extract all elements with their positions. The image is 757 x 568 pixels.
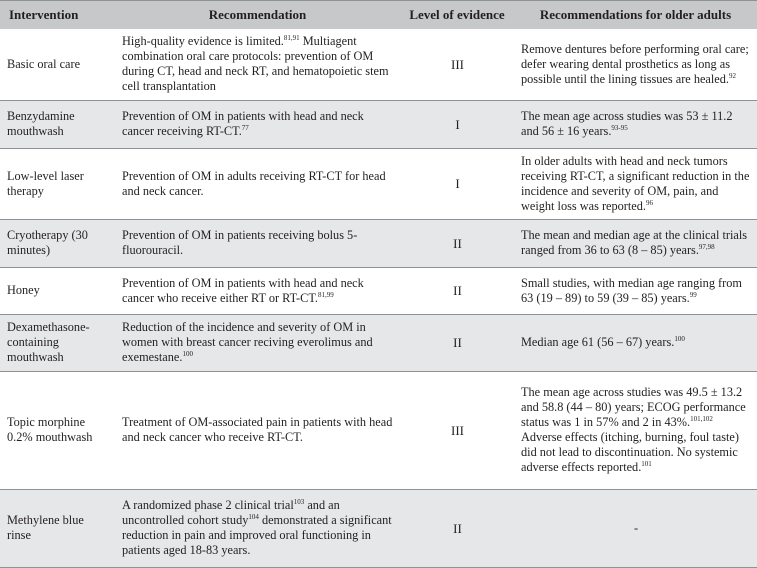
intervention-cell: Low-level laser therapy — [0, 149, 115, 220]
table-row — [0, 149, 757, 220]
citation: 100 — [182, 350, 193, 358]
citation: 81,99 — [318, 290, 334, 299]
older-adults-cell: The mean and median age at the clinical trials ranged from 36 to 63 (8 – 85) years.$^{97,98}$ — [514, 220, 757, 268]
citation: 101 — [641, 460, 652, 468]
citation: 96 — [646, 198, 653, 207]
intervention-cell: Benzydamine mouthwash — [0, 101, 115, 149]
intervention-cell: Cryotherapy (30 minutes) — [0, 220, 115, 268]
citation: 104 — [248, 513, 259, 521]
level-cell: II — [400, 268, 514, 315]
table-row — [0, 315, 757, 372]
table-row — [0, 220, 757, 268]
recommendation-cell: Reduction of the incidence and severity of OM in women with breast cancer reciving everolimus and exemestane.$^{100}$ — [115, 315, 400, 372]
citation: 97,98 — [698, 243, 715, 251]
intervention-cell: Methylene blue rinse — [0, 490, 115, 568]
older-adults-cell: In older adults with head and neck tumors receiving RT-CT, a significant reduction in the incidence and severity of OM, pain, and weight loss was reported.$^{96}$ — [514, 149, 757, 220]
citation: 100 — [674, 335, 685, 343]
header-level-of-evidence: Level of evidence — [400, 1, 514, 30]
header-intervention: Intervention — [0, 1, 115, 30]
level-cell: II — [400, 490, 514, 568]
table-row — [0, 29, 757, 101]
level-cell: I — [400, 149, 514, 220]
older-adults-cell: The mean age across studies was 53 ± 11.2 and 56 ± 16 years.$^{93-95}$ — [514, 101, 757, 149]
citation: 77 — [241, 124, 249, 132]
header-older-adults: Recommendations for older adults — [514, 1, 757, 30]
recommendation-cell: Prevention of OM in patients with head and neck cancer who receive either RT or RT-CT.$^{81,99}$ — [115, 268, 400, 315]
intervention-cell: Topic morphine 0.2% mouthwash — [0, 372, 115, 490]
citation: 103 — [293, 498, 305, 506]
level-cell: I — [400, 101, 514, 149]
recommendation-cell: Treatment of OM-associated pain in patients with head and neck cancer who receive RT-CT. — [115, 372, 400, 490]
intervention-cell: Honey — [0, 268, 115, 315]
older-adults-cell: Small studies, with median age ranging from 63 (19 – 89) to 59 (39 – 85) years.$^{99}$ — [514, 268, 757, 315]
intervention-cell: Dexamethasone-containing mouthwash — [0, 315, 115, 372]
citation: 101,102 — [690, 415, 713, 423]
table-row — [0, 372, 757, 490]
citation: 81,91 — [283, 34, 300, 42]
level-cell: III — [400, 29, 514, 101]
table-row — [0, 268, 757, 315]
citation: 92 — [728, 71, 736, 80]
table-row — [0, 490, 757, 568]
table-row — [0, 101, 757, 149]
intervention-cell: Basic oral care — [0, 29, 115, 101]
recommendation-cell: Prevention of OM in patients with head and neck cancer receiving RT-CT.$^{77}$ — [115, 101, 400, 149]
level-cell: II — [400, 315, 514, 372]
recommendation-cell: High-quality evidence is limited.$^{81,91}$ Multiagent combination oral care protocols: prevention of OM during CT, head and neck RT, and hematopoietic stem cell transplantation — [115, 29, 400, 101]
citation: 93-95 — [611, 124, 628, 132]
header-recommendation: Recommendation — [115, 1, 400, 30]
recommendation-cell: Prevention of OM in patients receiving bolus 5-fluorouracil. — [115, 220, 400, 268]
older-adults-cell: Remove dentures before performing oral care; defer wearing dental prosthetics as long as possible until the lining tissues are healed.$^{92}$ — [514, 29, 757, 101]
recommendation-cell: A randomized phase 2 clinical trial$^{103}$ and an uncontrolled cohort study$^{104}$ demonstrated a significant reduction in pain and improved oral functioning in patients aged 18-83 years. — [115, 490, 400, 568]
table-header-row — [0, 1, 757, 30]
recommendation-cell: Prevention of OM in adults receiving RT-CT for head and neck cancer. — [115, 149, 400, 220]
level-cell: III — [400, 372, 514, 490]
older-adults-cell: Median age 61 (56 – 67) years.$^{100}$ — [514, 315, 757, 372]
level-cell: II — [400, 220, 514, 268]
citation: 99 — [689, 290, 697, 299]
older-adults-cell: - — [514, 490, 757, 568]
older-adults-cell: The mean age across studies was 49.5 ± 13.2 and 58.8 (44 – 80) years; ECOG performance status was 1 in 57% and 2 in 43%.$^{101,102}$ Adverse effects (itching, burning, foul taste) did not lead to discontinuation. No systemic adverse effects reported.$^{101}$ — [514, 372, 757, 490]
